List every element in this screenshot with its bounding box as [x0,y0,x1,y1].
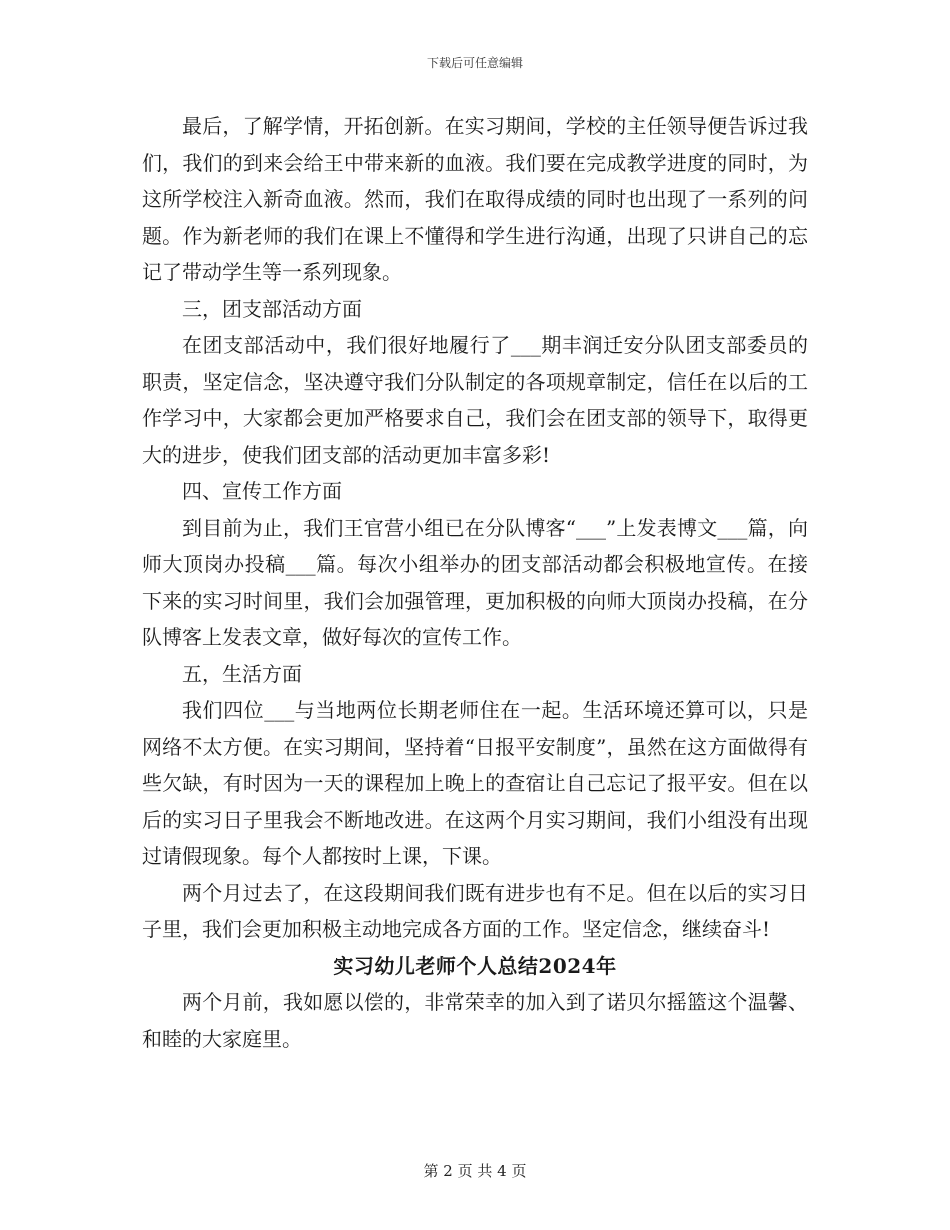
paragraph-publicity: 到目前为止，我们王官营小组已在分队博客“___”上发表博文___篇，向师大顶岗办投稿___篇。每次小组举办的团支部活动都会积极地宣传。在接下来的实习时间里，我们会加强管理，更加积极的向师大顶岗办投稿，在分队博客上发表文章，做好每次的宣传工作。 [142,515,808,649]
heading-publicity: 四、宣传工作方面 [182,479,342,503]
heading-league-branch: 三，团支部活动方面 [182,296,362,321]
heading-life: 五，生活方面 [182,661,302,686]
paragraph-conclusion: 两个月过去了，在这段期间我们既有进步也有不足。但在以后的实习日子里，我们会更加积极主动地完成各方面的工作。坚定信念，继续奋斗! [142,880,808,941]
paragraph-intro: 两个月前，我如愿以偿的，非常荣幸的加入到了诺贝尔摇篮这个温馨、和睦的大家庭里。 [142,990,808,1051]
paragraph-innovation: 最后，了解学情，开拓创新。在实习期间，学校的主任领导便告诉过我们，我们的到来会给王中带来新的血液。我们要在完成教学进度的同时，为这所学校注入新奇血液。然而，我们在取得成绩的同时也出现了一系列的问题。作为新老师的我们在课上不懂得和学生进行沟通，出现了只讲自己的忘记了带动学生等一系列现象。 [142,114,808,284]
page-number: 第 2 页 共 4 页 [423,1162,527,1180]
paragraph-life: 我们四位___与当地两位长期老师住在一起。生活环境还算可以，只是网络不太方便。在实习期间，坚持着“日报平安制度”，虽然在这方面做得有些欠缺，有时因为一天的课程加上晚上的查宿让自己忘记了报平安。但在以后的实习日子里我会不断地改进。在这两个月实习期间，我们小组没有出现过请假现象。每个人都按时上课，下课。 [142,698,808,868]
section-title: 实习幼儿老师个人总结2024年 [333,953,617,978]
paragraph-league-branch: 在团支部活动中，我们很好地履行了___期丰润迁安分队团支部委员的职责，坚定信念，坚决遵守我们分队制定的各项规章制定，信任在以后的工作学习中，大家都会更加严格要求自己，我们会在团支部的领导下，取得更大的进步，使我们团支部的活动更加丰富多彩! [142,333,808,467]
document-body [142,108,808,1057]
page-header: 下载后可任意编辑 [426,56,523,70]
